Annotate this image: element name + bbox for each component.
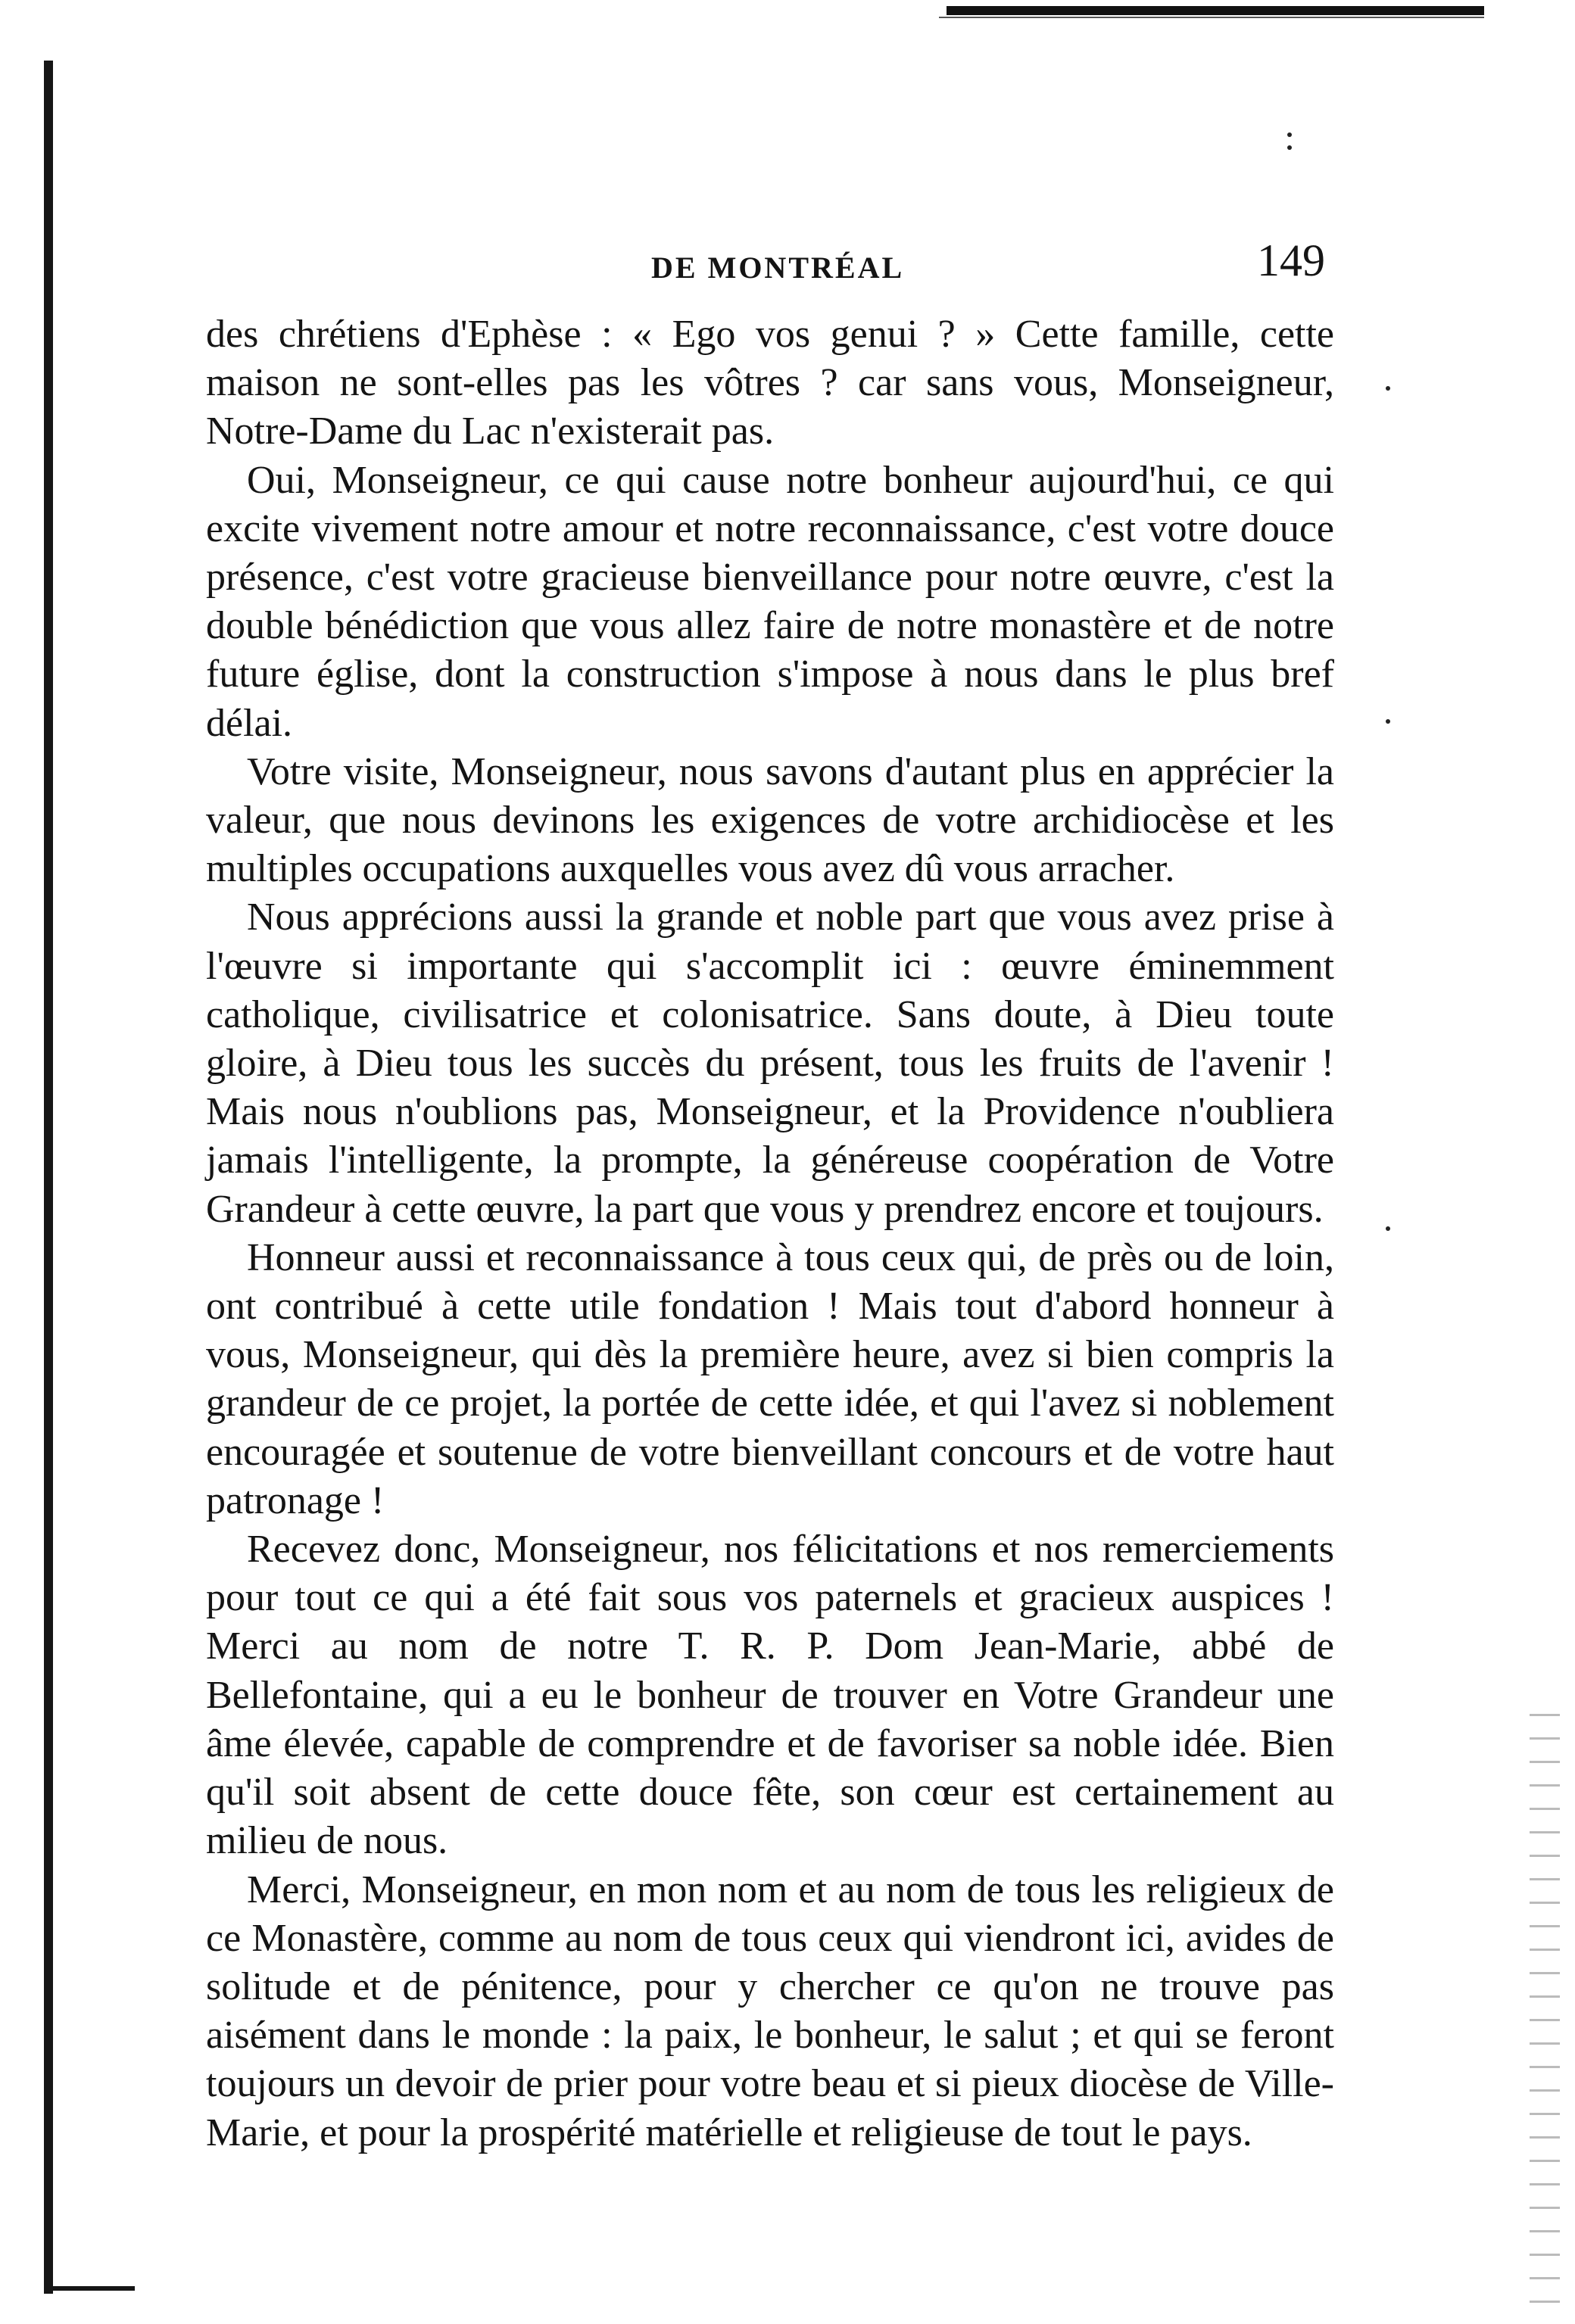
margin-speck xyxy=(1386,1226,1390,1231)
page-binding-foot xyxy=(44,2286,135,2291)
margin-speck xyxy=(1287,132,1292,137)
page-header xyxy=(212,235,1325,295)
running-head: DE MONTRÉAL xyxy=(651,251,905,285)
page-number: 149 xyxy=(1257,235,1325,285)
paragraph: Recevez donc, Monseigneur, nos félicitations et nos remerciements pour tout ce qui a été fait sous vos paternels et gracieux auspices ! Merci au nom de notre T. R. P. Dom Jean-Marie, abbé de Bellefontaine, qui a eu le bonheur de trouver en Votre Grandeur une âme élevée, capable de comprendre et de favoriser sa noble idée. Bien qu'il soit absent de cette douce fête, son cœur est certainement au milieu de nous. xyxy=(206,1528,1334,1863)
paragraph: Nous apprécions aussi la grande et noble part que vous avez prise à l'œuvre si importante qui s'accomplit ici : œuvre éminemment catholique, civilisatrice et colonisatrice. Sans doute, à Dieu toute gloire, à Dieu tous les succès du présent, tous les fruits de l'avenir ! Mais nous n'oublions pas, Monseigneur, et la Providence n'oubliera jamais l'intelligente, la prompte, la généreuse coopération de Votre Grandeur à cette œuvre, la part que vous y prendrez encore et toujours. xyxy=(206,896,1334,1231)
margin-speck xyxy=(1386,386,1390,391)
paragraph: Honneur aussi et reconnaissance à tous ceux qui, de près ou de loin, ont contribué à cette utile fondation ! Mais tout d'abord honneur à vous, Monseigneur, qui dès la première heure, avez si bien compris la grandeur de ce projet, la portée de cette idée, et qui l'avez si noblement encouragée et soutenue de votre bienveillant concours et de votre haut patronage ! xyxy=(206,1235,1334,1522)
top-scan-rule xyxy=(947,6,1484,15)
margin-speck xyxy=(1287,145,1292,150)
paragraph: Votre visite, Monseigneur, nous savons d'autant plus en apprécier la valeur, que nous devinons les exigences de votre archidiocèse et les multiples occupations auxquelles vous avez dû vous arracher. xyxy=(206,749,1334,891)
top-scan-rule-thin xyxy=(939,17,1484,18)
page-binding-edge xyxy=(44,61,53,2294)
margin-speck xyxy=(1386,719,1390,724)
paragraph: des chrétiens d'Ephèse : « Ego vos genui ? » Cette famille, cette maison ne sont-elles pas les vôtres ? car sans vous, Monseigneur, Notre-Dame du Lac n'existerait pas. xyxy=(206,313,1334,453)
body-text xyxy=(206,310,1334,2157)
margin-speckle-strip xyxy=(1530,1703,1560,2309)
paragraph: Oui, Monseigneur, ce qui cause notre bonheur aujourd'hui, ce qui excite vivement notre amour et notre reconnaissance, c'est votre douce présence, c'est votre gracieuse bienveillance pour notre œuvre, c'est la double bénédiction que vous allez faire de notre monastère et de notre future église, dont la construction s'impose à nous dans le plus bref délai. xyxy=(206,458,1334,745)
paragraph: Merci, Monseigneur, en mon nom et au nom de tous les religieux de ce Monastère, comme au nom de tous ceux qui viendront ici, avides de solitude et de pénitence, pour y chercher ce qu'on ne trouve pas aisément dans le monde : la paix, le bonheur, le salut ; et qui se feront toujours un devoir de prier pour votre beau et si pieux diocèse de Ville-Marie, et pour la prospérité matérielle et religieuse de tout le pays. xyxy=(206,1868,1334,2154)
